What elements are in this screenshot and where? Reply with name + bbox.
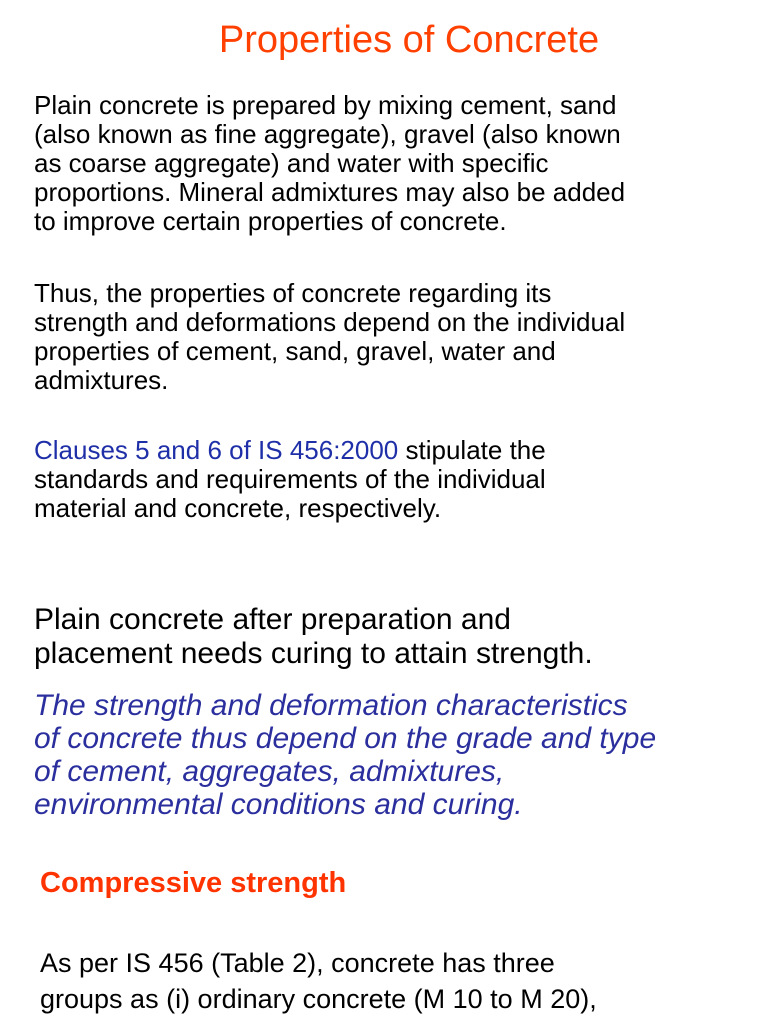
text-line: (also known as fine aggregate), gravel (also known <box>34 119 621 149</box>
text-line: Thus, the properties of concrete regarding its <box>34 278 552 308</box>
paragraph-characteristics <box>34 689 754 821</box>
text-line: as coarse aggregate) and water with specific <box>34 148 549 178</box>
paragraph-groups <box>40 945 760 1017</box>
text-line: properties of cement, sand, gravel, water and <box>34 336 556 366</box>
text-line: The strength and deformation characteristics <box>34 689 628 722</box>
text-line <box>34 436 754 465</box>
text-line: environmental conditions and curing. <box>34 788 523 821</box>
paragraph-clauses <box>34 436 754 523</box>
text-line: Plain concrete is prepared by mixing cement, sand <box>34 90 617 120</box>
text-line: standards and requirements of the individual <box>34 464 546 494</box>
text-line: As per IS 456 (Table 2), concrete has three <box>40 948 555 978</box>
page-title: Properties of Concrete <box>218 19 600 61</box>
text-line: of cement, aggregates, admixtures, <box>34 755 505 788</box>
paragraph-curing <box>34 603 754 671</box>
text-line: admixtures. <box>34 365 169 395</box>
section-heading: Compressive strength <box>40 867 347 899</box>
clause-reference: Clauses 5 and 6 of IS 456:2000 <box>34 435 399 465</box>
text-line: material and concrete, respectively. <box>34 493 442 523</box>
paragraph-properties <box>34 279 754 395</box>
text-line: Plain concrete after preparation and <box>34 603 511 636</box>
text-line: to improve certain properties of concrete. <box>34 206 507 236</box>
text-line: placement needs curing to attain strength. <box>34 637 593 670</box>
text-fragment: stipulate the <box>398 435 546 465</box>
text-line: of concrete thus depend on the grade and type <box>34 722 657 755</box>
text-line: groups as (i) ordinary concrete (M 10 to M 20), <box>40 984 597 1014</box>
text-line: strength and deformations depend on the individual <box>34 307 626 337</box>
text-line: proportions. Mineral admixtures may also be added <box>34 177 626 207</box>
paragraph-intro <box>34 91 754 236</box>
